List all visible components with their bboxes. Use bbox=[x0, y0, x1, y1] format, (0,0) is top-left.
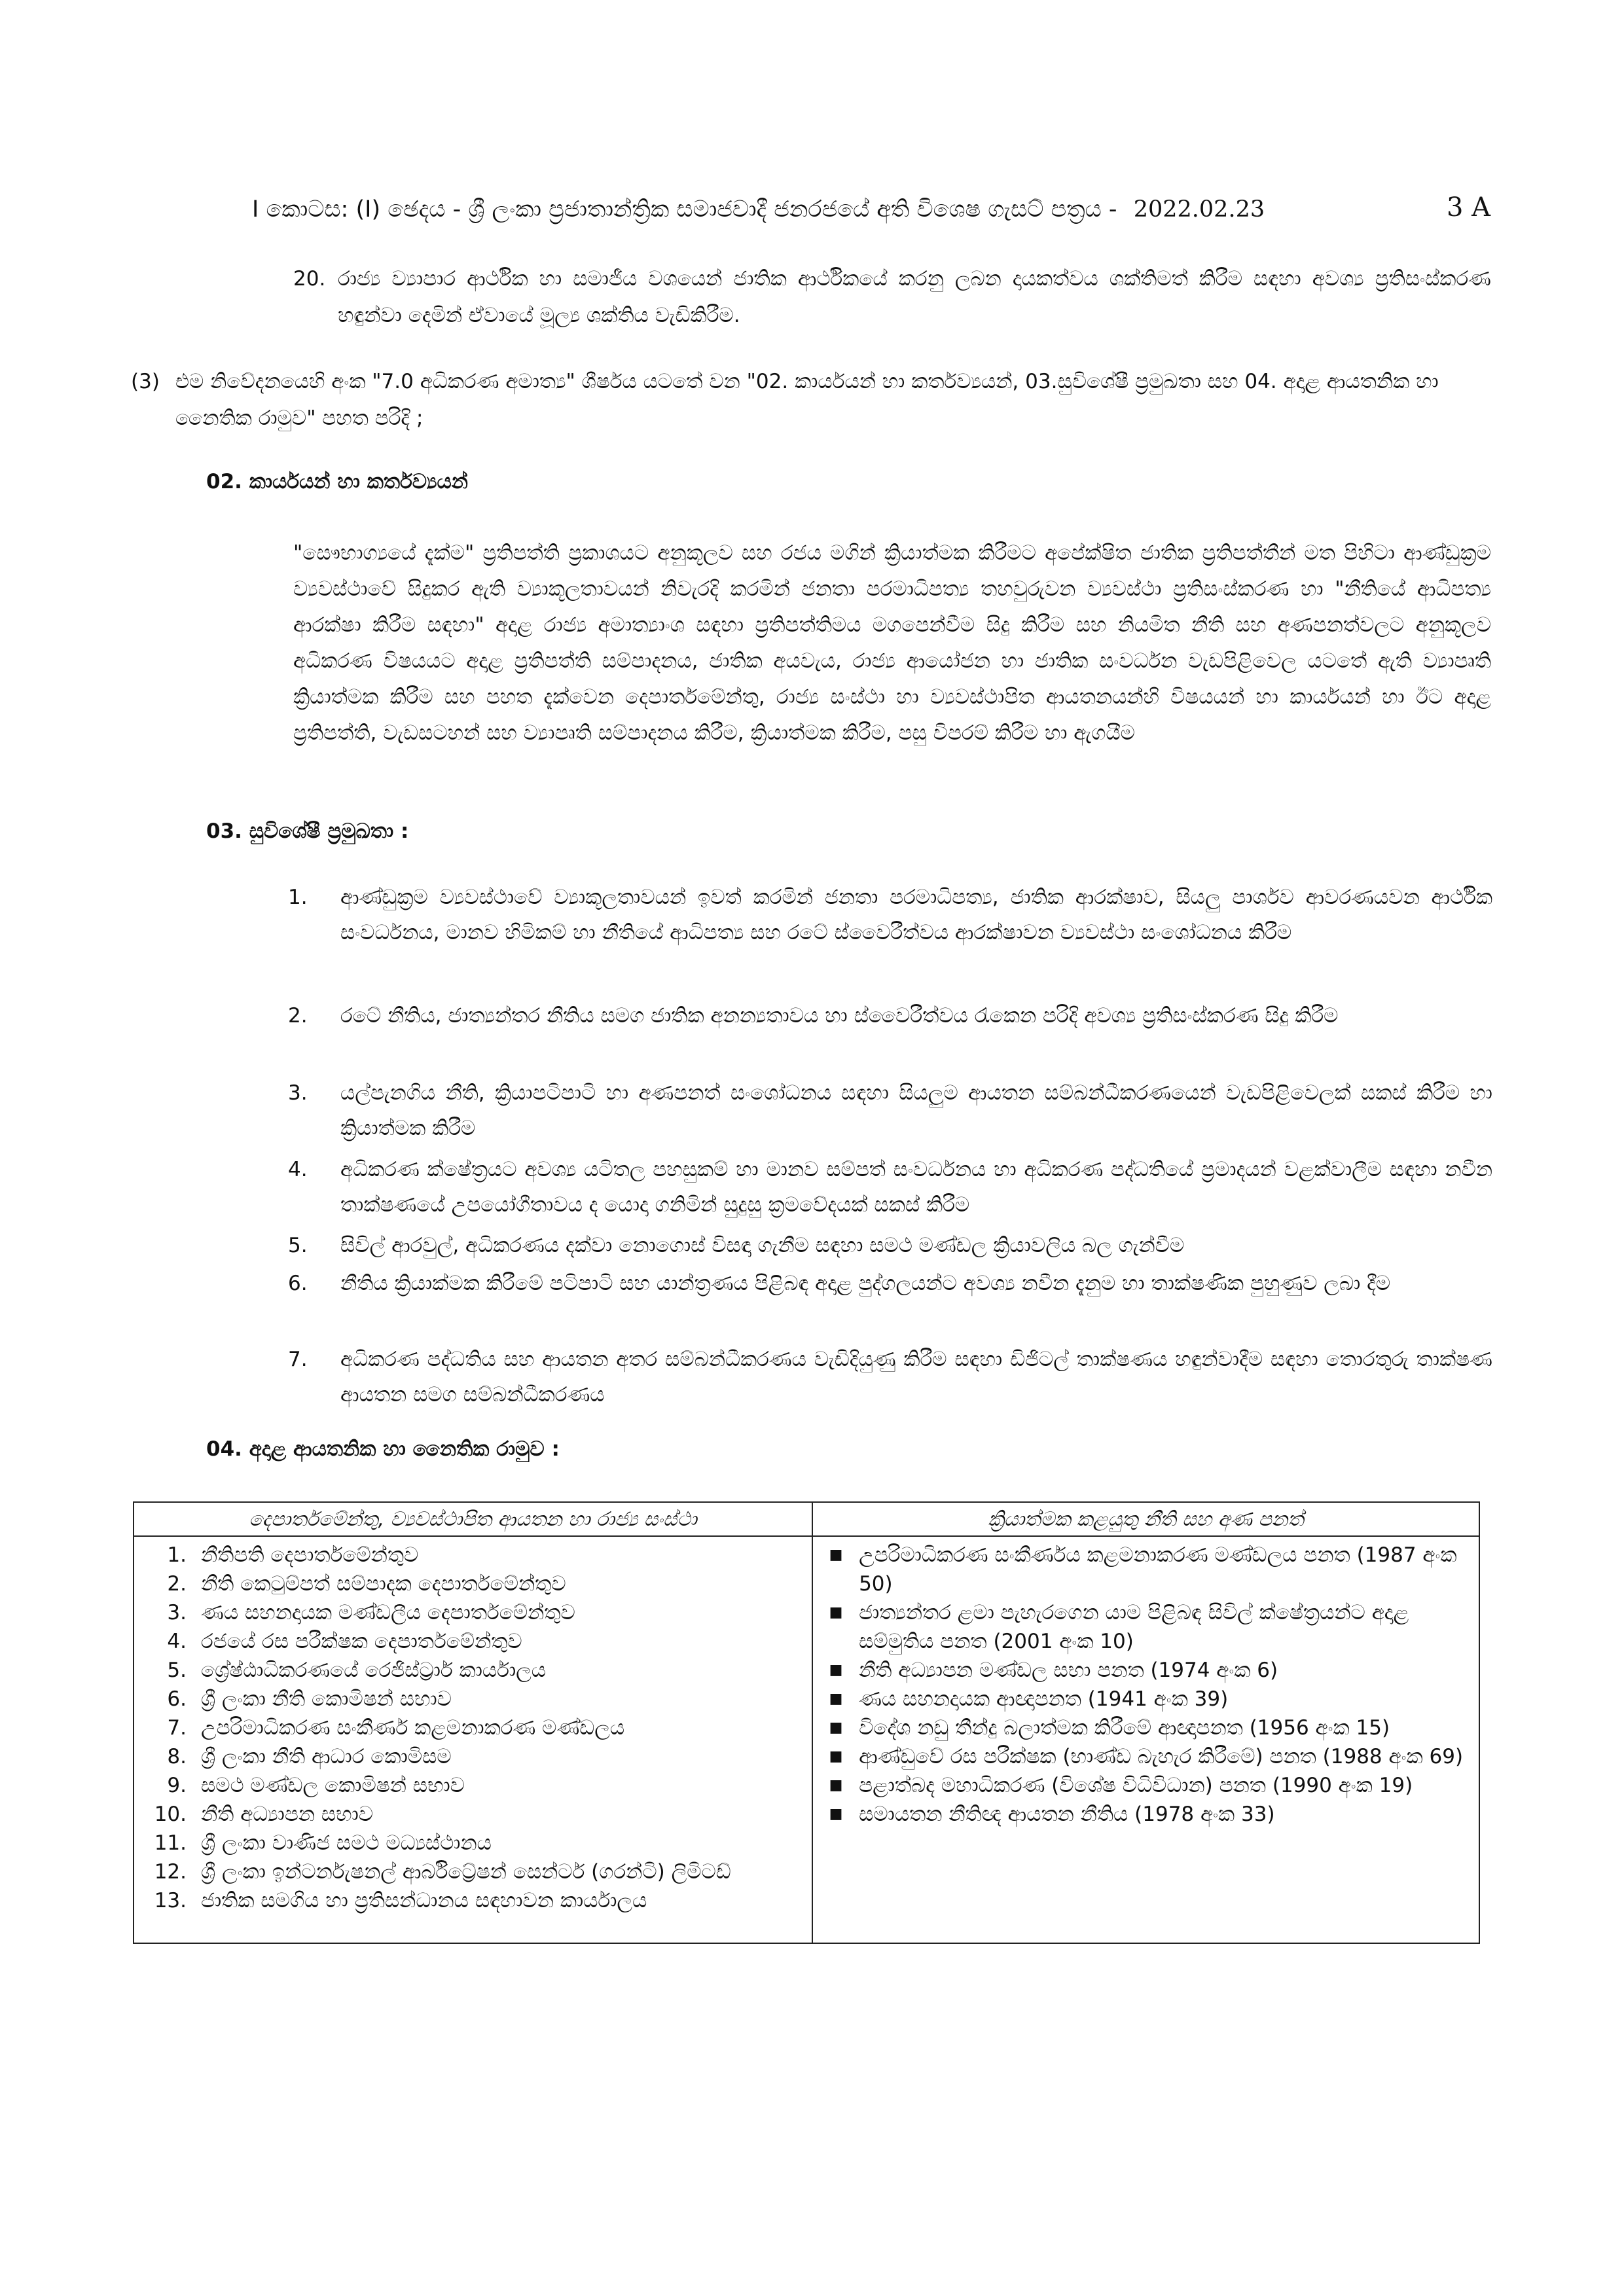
list-item-number: 5. bbox=[167, 1659, 187, 1682]
priority-item-number: 5. bbox=[288, 1234, 308, 1257]
list-item-text: සමථ මණ්ඩල කොමිෂන් සභාව bbox=[201, 1774, 465, 1797]
bullet-icon: ■ bbox=[829, 1604, 843, 1621]
item-20-number: 20. bbox=[293, 267, 326, 291]
gazette-title bbox=[252, 196, 1265, 223]
priority-item-number: 4. bbox=[288, 1158, 308, 1181]
col-header-institutions: දෙපාර්තමේන්තු, ව්‍යවස්ථාපිත ආයතන හා රාජ්‍ය සංස්ථා bbox=[134, 1502, 812, 1536]
list-item-number: 9. bbox=[167, 1774, 187, 1797]
list-item-text: රජයේ රස පරීක්ෂක දෙපාර්තමේන්තුව bbox=[201, 1630, 522, 1653]
page-number: 3 A bbox=[1447, 192, 1491, 223]
list-item-number: 2. bbox=[167, 1572, 187, 1596]
priority-item-number: 7. bbox=[288, 1348, 308, 1371]
list-item bbox=[134, 1829, 812, 1857]
list-item-text: විදේශ නඩු තීන්දු බලාත්මක කිරීමේ ආඥාපනත (1956 අංක 15) bbox=[859, 1716, 1390, 1740]
institutions-list bbox=[134, 1541, 812, 1915]
list-item-number: 12. bbox=[154, 1860, 187, 1884]
list-item bbox=[134, 1742, 812, 1771]
bullet-icon: ■ bbox=[829, 1806, 843, 1822]
priority-item-text: සිවිල් ආරවුල්, අධිකරණය දක්වා නොගොස් විසඳා ගැනීම සඳහා සමථ මණ්ඩල ක්‍රියාවලිය බල ගැන්වීම bbox=[340, 1234, 1185, 1257]
list-item-number: 3. bbox=[167, 1601, 187, 1624]
list-item bbox=[813, 1771, 1479, 1800]
acts-list bbox=[813, 1541, 1479, 1829]
list-item-text: ආණ්ඩුවේ රස පරීක්ෂක (භාණ්ඩ බැහැර කිරීමේ) පනත (1988 අංක 69) bbox=[859, 1745, 1464, 1768]
priority-item-text: අධිකරණ පද්ධතිය සහ ආයතන අතර සම්බන්ධීකරණය වැඩිදියුණු කිරීම සඳහා ඩිජිටල් තාක්ෂණය හඳුන්වාදීම සඳහා තොරතුරු තාක්ෂණ ආයතන සමග සම්බන්ධීකරණය bbox=[340, 1348, 1492, 1407]
list-item-text: පළාත්බද මහාධිකරණ (විශේෂ විධිවිධාන) පනත (1990 අංක 19) bbox=[859, 1774, 1413, 1797]
priority-item-text: නීතිය ක්‍රියාක්මක කිරීමේ පටිපාටි සහ යාන්ත්‍රණය පිළිබඳ අදාළ පුද්ගලයන්ට අවශ්‍ය නවීන දැනුම හා තාක්ෂණික පුහුණුව ලබා දීම bbox=[340, 1272, 1391, 1295]
list-item-text: ජාතික සමගිය හා ප්‍රතිසන්ධානය සඳහාවන කාර්යාලය bbox=[201, 1889, 647, 1912]
list-item-text: නීති කෙටුම්පත් සම්පාදක දෙපාර්තමේන්තුව bbox=[201, 1572, 566, 1596]
list-item bbox=[134, 1886, 812, 1915]
bullet-icon: ■ bbox=[829, 1691, 843, 1707]
list-item bbox=[813, 1656, 1479, 1685]
institutions-cell bbox=[134, 1536, 812, 1943]
list-item-number: 1. bbox=[167, 1543, 187, 1567]
list-item-number: 10. bbox=[154, 1803, 187, 1826]
list-item-text: ශ්‍රී ලංකා නීති කොමිෂන් සභාව bbox=[201, 1687, 452, 1711]
col-header-acts: ක්‍රියාත්මක කළයුතු නීති සහ අණ පනත් bbox=[812, 1502, 1479, 1536]
list-item bbox=[813, 1800, 1479, 1829]
list-item bbox=[134, 1627, 812, 1656]
list-item bbox=[134, 1857, 812, 1886]
list-item bbox=[134, 1570, 812, 1598]
priority-item-number: 1. bbox=[288, 886, 308, 909]
list-item-text: නීති අධ්‍යාපන සභාව bbox=[201, 1803, 374, 1826]
priority-item-number: 2. bbox=[288, 1004, 308, 1028]
list-item bbox=[134, 1800, 812, 1829]
list-item-number: 11. bbox=[154, 1831, 187, 1855]
list-item bbox=[813, 1541, 1479, 1598]
list-item bbox=[134, 1771, 812, 1800]
list-item-number: 4. bbox=[167, 1630, 187, 1653]
priority-item-text: ආණ්ඩුක්‍රම ව්‍යවස්ථාවේ ව්‍යාකූලතාවයන් ඉවත් කරමින් ජනතා පරමාධිපත්‍ය, ජාතික ආරක්ෂාව, සියලු පාර්ශව ආවරණයවන ආර්ථික සංවර්ධනය, මානව හිමිකම් හා නීතියේ ආධිපත්‍ය සහ රටේ ස්වෛරීත්වය ආරක්ෂාවන ව්‍යවස්ථා සංශෝධනය කිරීම bbox=[340, 886, 1492, 944]
institutional-framework-table bbox=[133, 1501, 1480, 1944]
gazette-date: 2022.02.23 bbox=[1133, 196, 1265, 223]
bullet-icon: ■ bbox=[829, 1777, 843, 1793]
acts-cell bbox=[812, 1536, 1479, 1943]
list-item-text: ශ්‍රී ලංකා ඉන්ටර්නැෂනල් ආර්බිට්‍රේෂන් සෙන්ටර් (ගරන්ටි) ලිමිටඩ් bbox=[201, 1860, 731, 1884]
list-item bbox=[134, 1656, 812, 1685]
list-item-text: ශ්‍රේෂ්ඨාධිකරණයේ රෙජිස්ට්‍රාර් කාර්යාලය bbox=[201, 1659, 547, 1682]
list-item bbox=[813, 1742, 1479, 1771]
section-03-heading: 03. සුවිශේෂී ප්‍රමුඛතා : bbox=[206, 819, 409, 843]
list-item-text: නීතිපති දෙපාර්තමේන්තුව bbox=[201, 1543, 419, 1567]
section-02-body: "සෞභාග්‍යයේ දැක්ම" ප්‍රතිපත්ති ප්‍රකාශයට අනුකූලව සහ රජය මගින් ක්‍රියාත්මක කිරීමට අපේක්ෂිත ජාතික ප්‍රතිපත්තීන් මත පිහිටා ආණ්ඩුක්‍රම ව්‍යවස්ථාවේ සිදුකර ඇති ව්‍යාකූලතාවයන් නිවැරදි කරමින් ජනතා පරමාධිපත්‍ය තහවුරුවන ව්‍යවස්ථා ප්‍රතිසංස්කරණ හා "නීතියේ ආධිපත්‍ය ආරක්ෂා කිරීම සඳහා" අදාළ රාජ්‍ය අමාත්‍යාංශ සඳහා ප්‍රතිපත්තිමය මගපෙන්වීම සිදු කිරීම සහ නියමිත නීති සහ අණපනත්වලට අනුකූලව අධිකරණ විෂයයට අදාළ ප්‍රතිපත්ති සම්පාදනය, ජාතික අයවැය, රාජ්‍ය ආයෝජන හා ජාතික සංවර්ධන වැඩපිළිවෙල යටතේ ඇති ව්‍යාපෘති ක්‍රියාත්මක කිරීම සහ පහත දැක්වෙන දෙපාර්තමේන්තු, රාජ්‍ය සංස්ථා හා ව්‍යවස්ථාපිත ආයතනයන්හි විෂයයන් හා කාර්යයන් හා ඊට අදාළ ප්‍රතිපත්ති, වැඩසටහන් සහ ව්‍යාපෘති සම්පාදනය කිරීම, ක්‍රියාත්මක කිරීම, පසු විපරම් කිරීම හා ඇගයීම bbox=[293, 541, 1491, 745]
section-02-heading: 02. කාර්යයන් හා කර්තව්‍යයන් bbox=[206, 470, 468, 493]
list-item-text: ජාත්‍යන්තර ළමා පැහැරගෙන යාම පිළිබඳ සිවිල් ක්ෂේත්‍රයන්ට අදාළ සම්මුතිය පනත (2001 අංක 10) bbox=[859, 1601, 1409, 1653]
list-item-number: 13. bbox=[154, 1889, 187, 1912]
bullet-icon: ■ bbox=[829, 1748, 843, 1765]
list-item-text: නීති අධ්‍යාපන මණ්ඩල සභා පනත (1974 අංක 6) bbox=[859, 1659, 1278, 1682]
item-3-text: එම නිවේදනයෙහි අංක "7.0 අධිකරණ අමාත්‍ය" ශීර්ෂය යටතේ වන "02. කාර්යයන් හා කර්තව්‍යයන්, 03.සුවිශේෂී ප්‍රමුඛතා සහ 04. අදාළ ආයතනික හා නෛතික රාමුව" පහත පරිදි ; bbox=[175, 370, 1439, 430]
list-item bbox=[134, 1598, 812, 1627]
list-item-text: ශ්‍රී ලංකා නීති ආධාර කොමිසම bbox=[201, 1745, 452, 1768]
list-item bbox=[813, 1598, 1479, 1656]
list-item-text: උපරිමාධිකරණ සංකීර්ණය කළමනාකරණ මණ්ඩලය පනත (1987 අංක 50) bbox=[859, 1543, 1457, 1596]
list-item-text: සමායතන නීතිඥ ආයතන නීතිය (1978 අංක 33) bbox=[859, 1803, 1275, 1826]
list-item-text: ණය සහනදායක මණ්ඩලීය දෙපාර්තමේන්තුව bbox=[201, 1601, 575, 1624]
list-item bbox=[134, 1713, 812, 1742]
gazette-title-text: I කොටස: (I) ඡෙදය - ශ්‍රී ලංකා ප්‍රජාතාන්ත්‍රික සමාජවාදී ජනරජයේ අති විශෙෂ ගැසට් පත්‍රය - bbox=[252, 196, 1117, 223]
list-item-number: 8. bbox=[167, 1745, 187, 1768]
item-3-number: (3) bbox=[131, 370, 160, 393]
section-04-heading: 04. අදාළ ආයතනික හා නෛතික රාමුව : bbox=[206, 1437, 560, 1461]
list-item-text: උපරිමාධිකරණ සංකීර්ණ කළමනාකරණ මණ්ඩලය bbox=[201, 1716, 625, 1740]
table-header-row bbox=[134, 1502, 1479, 1536]
priority-item-text: රටේ නීතිය, ජාත්‍යන්තර නීතිය සමග ජාතික අනන්‍යතාවය හා ස්වෛරීත්වය රැකෙන පරිදි අවශ්‍ය ප්‍රතිසංස්කරණ සිදු කිරීම bbox=[340, 1004, 1339, 1028]
list-item-text: ණය සහනදායක ආඥාපනත (1941 අංක 39) bbox=[859, 1687, 1229, 1711]
list-item bbox=[134, 1541, 812, 1570]
priority-item-number: 6. bbox=[288, 1272, 308, 1295]
priority-item-number: 3. bbox=[288, 1081, 308, 1105]
bullet-icon: ■ bbox=[829, 1719, 843, 1736]
list-item-number: 7. bbox=[167, 1716, 187, 1740]
list-item-text: ශ්‍රී ලංකා වාණිජ සමථ මධ්‍යස්ථානය bbox=[201, 1831, 492, 1855]
list-item-number: 6. bbox=[167, 1687, 187, 1711]
priority-item-text: යල්පැනගිය නීති, ක්‍රියාපටිපාටි හා අණපනත් සංශෝධනය සඳහා සියලුම ආයතන සම්බන්ධීකරණයෙන් වැඩපිළිවෙලක් සකස් කිරීම හා ක්‍රියාත්මක කිරීම bbox=[340, 1081, 1492, 1140]
list-item bbox=[813, 1713, 1479, 1742]
priority-item-text: අධිකරණ ක්ෂේත්‍රයට අවශ්‍ය යටිතල පහසුකම් හා මානව සම්පත් සංවර්ධනය හා අධිකරණ පද්ධතියේ ප්‍රමාදයන් වළක්වාලීම සඳහා නවීන තාක්ෂණයේ උපයෝගීතාවය ද යොදා ගනිමින් සුදුසු ක්‍රමවේදයක් සකස් කිරීම bbox=[340, 1158, 1492, 1217]
table-body-row bbox=[134, 1536, 1479, 1943]
list-item bbox=[134, 1685, 812, 1713]
list-item bbox=[813, 1685, 1479, 1713]
bullet-icon: ■ bbox=[829, 1662, 843, 1678]
bullet-icon: ■ bbox=[829, 1547, 843, 1563]
item-20-text: රාජ්‍ය ව්‍යාපාර ආර්ථික හා සමාජීය වශයෙන් ජාතික ආර්ථිකයේ කරනු ලබන දායකත්වය ශක්තිමත් කිරීම සඳහා අවශ්‍ය ප්‍රතිසංස්කරණ හඳුන්වා දෙමින් ඒවායේ මූල්‍ය ශක්තිය වැඩිකිරීම. bbox=[338, 267, 1491, 327]
